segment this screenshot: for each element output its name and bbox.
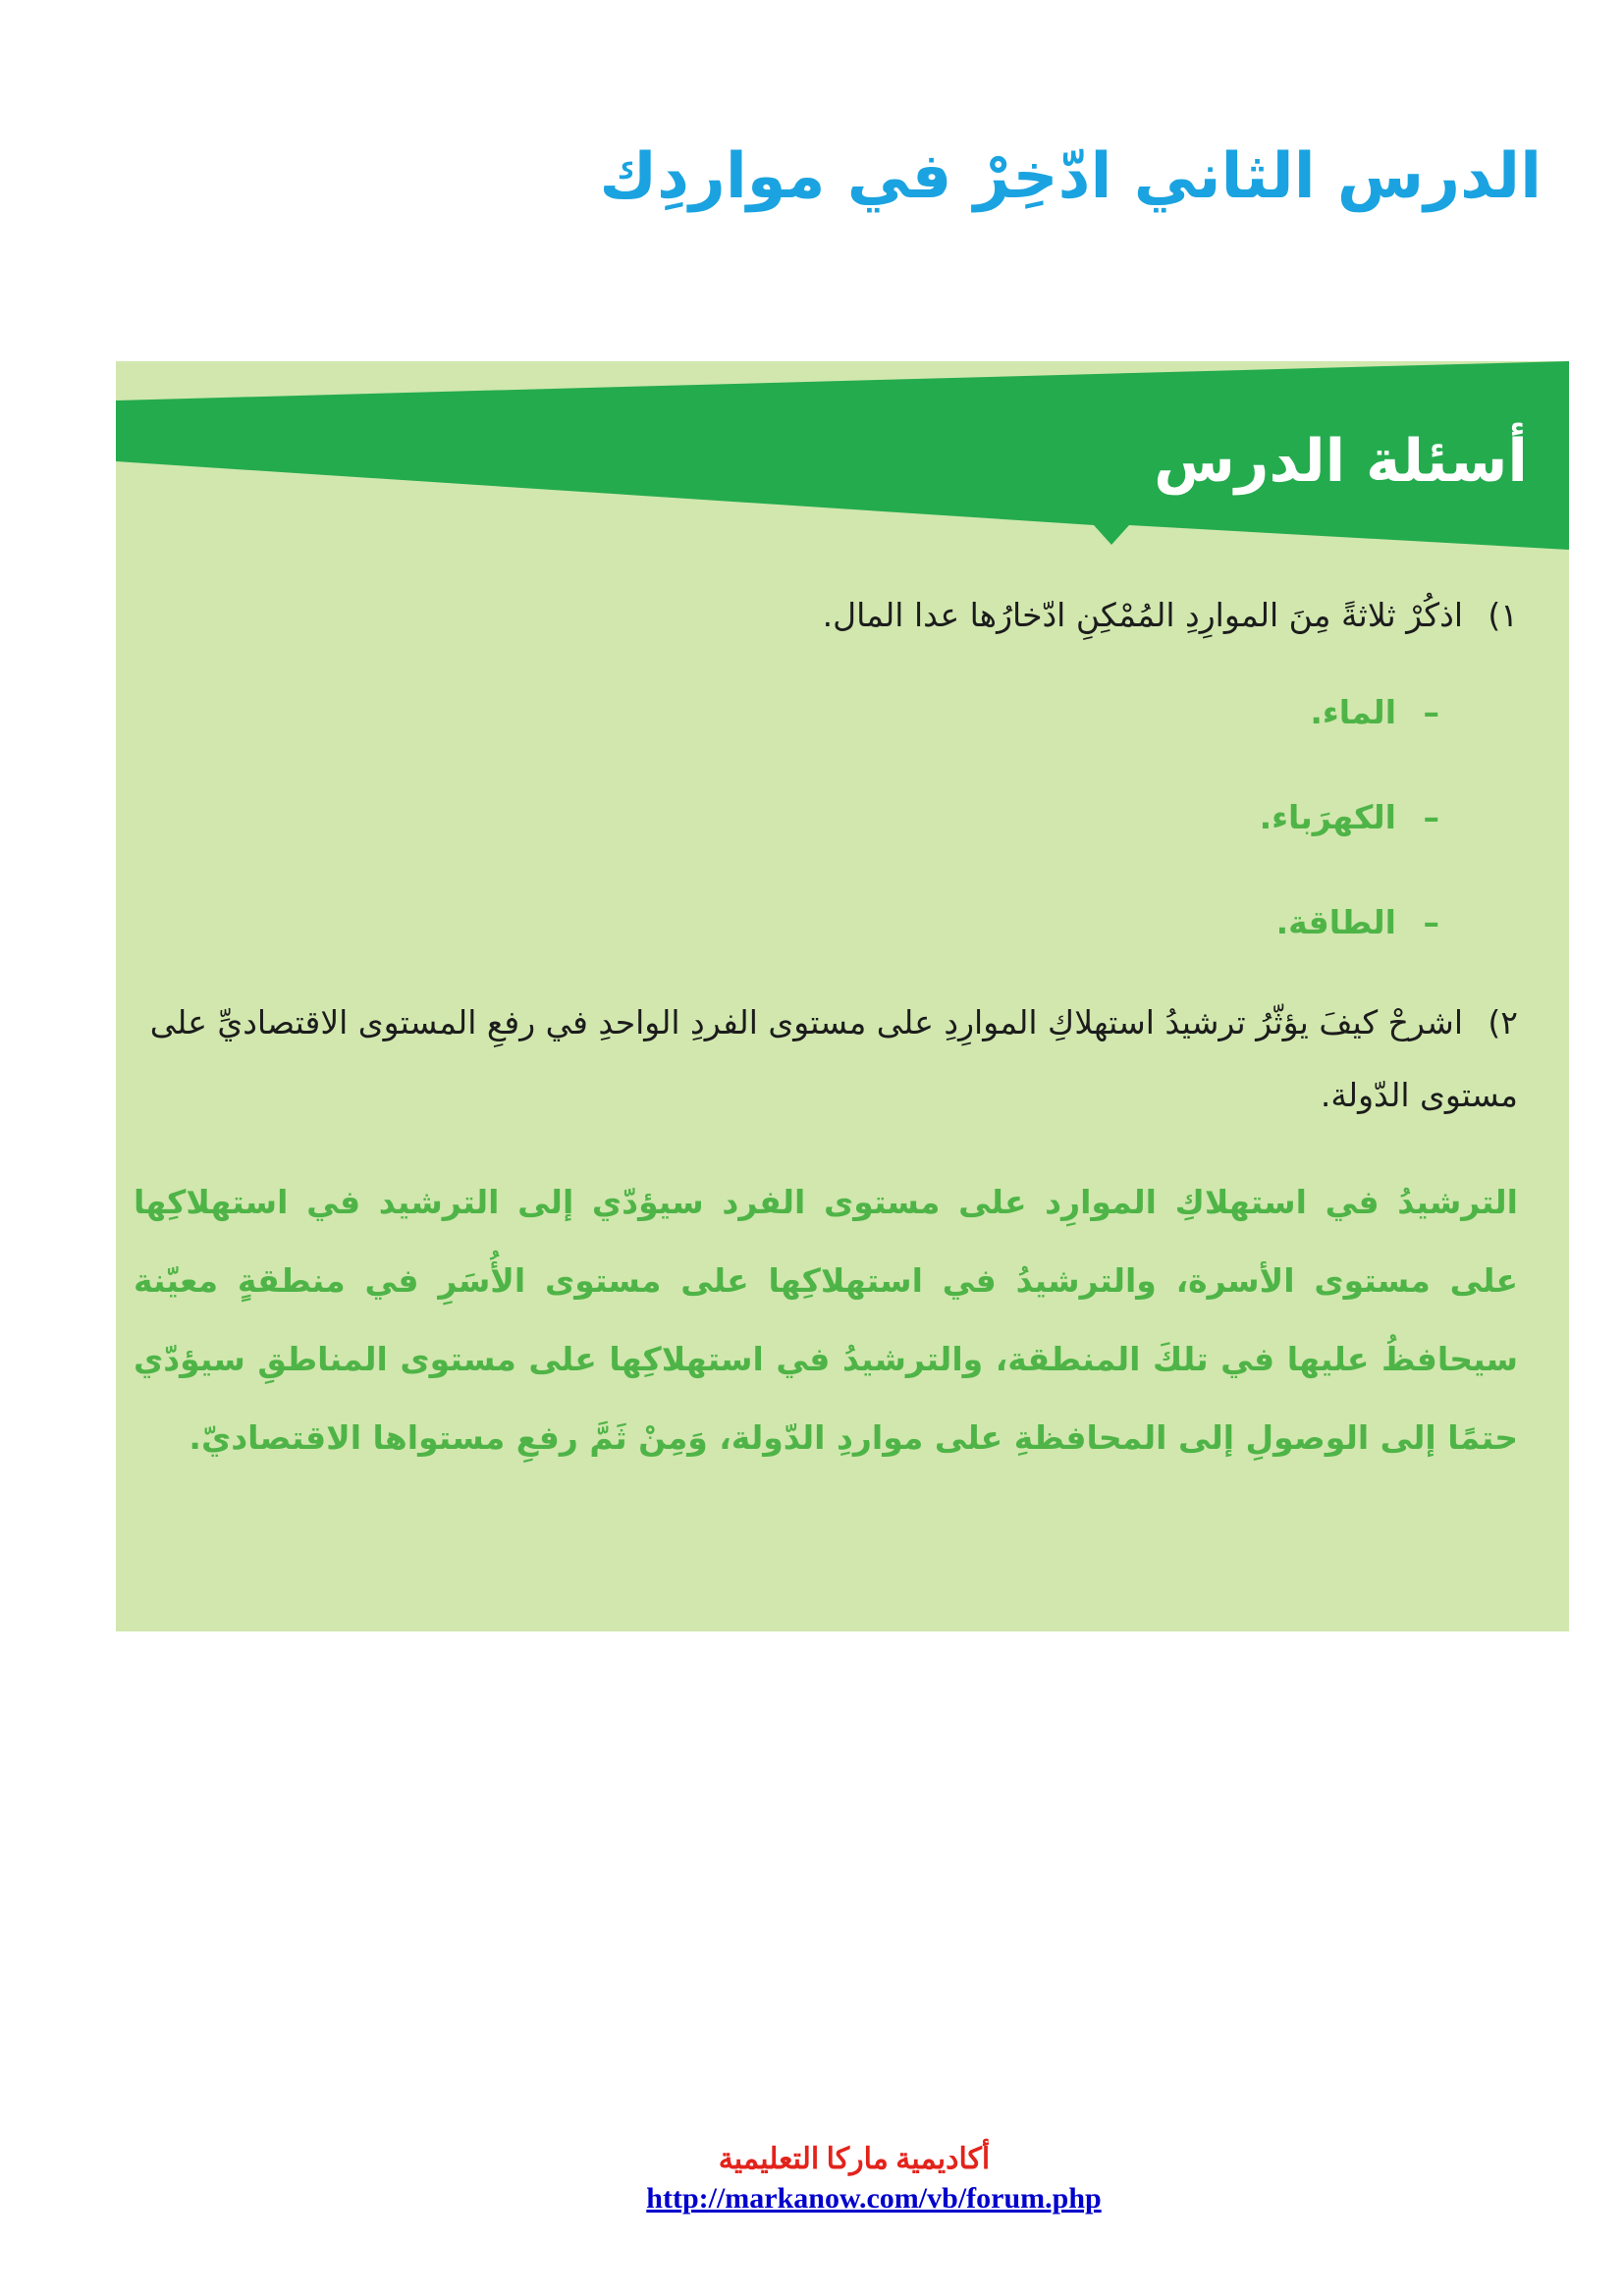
list-item — [134, 870, 1439, 975]
answer-item-text: الطاقة. — [1275, 903, 1396, 941]
question-1 — [134, 579, 1518, 652]
panel-heading: أسئلة الدرس — [1154, 427, 1528, 496]
answer-item-text: الماء. — [1310, 693, 1396, 731]
lesson-questions-panel — [116, 361, 1569, 1631]
question-2 — [134, 987, 1518, 1132]
footer-link[interactable]: http://markanow.com/vb/forum.php — [646, 2182, 1102, 2215]
question-number: ١) — [1488, 596, 1518, 634]
question-text: اذكُرْ ثلاثةً مِنَ الموارِدِ المُمْكِنِ ادّخارُها عدا المال. — [822, 596, 1463, 634]
list-dash: – — [1423, 693, 1439, 731]
question-number: ٢) — [1488, 1003, 1518, 1041]
list-item — [134, 660, 1439, 765]
question-text: اشرحْ كيفَ يؤثّرُ ترشيدُ استهلاكِ الموارِدِ على مستوى الفردِ الواحدِ في رفعِ المستوى الاقتصاديِّ على مستوى الدّولة. — [149, 1003, 1518, 1114]
footer-site-name: أكاديمية ماركا التعليمية — [718, 2143, 991, 2175]
list-dash: – — [1423, 798, 1439, 836]
page-footer — [589, 2140, 1119, 2218]
list-item — [134, 765, 1439, 870]
answer-item-text: الكهرَباء. — [1259, 798, 1396, 836]
answer-list-q1 — [134, 660, 1518, 975]
questions-content — [134, 579, 1518, 1477]
lesson-title: الدرس الثاني ادّخِرْ في مواردِك — [599, 140, 1542, 213]
answer-q2: الترشيدُ في استهلاكِ الموارِد على مستوى الفرد سيؤدّي إلى الترشيد في استهلاكِها على مستوى الأسرة، والترشيدُ في استهلاكِها على مستوى الأُسَرِ في منطقةٍ معيّنة سيحافظُ عليها في تلكَ المنطقة، والترشيدُ في استهلاكِها على مستوى المناطقِ سيؤدّي حتمًا إلى الوصولِ إلى المحافظةِ على مواردِ الدّولة، وَمِنْ ثَمَّ رفعِ مستواها الاقتصاديّ. — [134, 1183, 1518, 1457]
list-dash: – — [1423, 903, 1439, 941]
